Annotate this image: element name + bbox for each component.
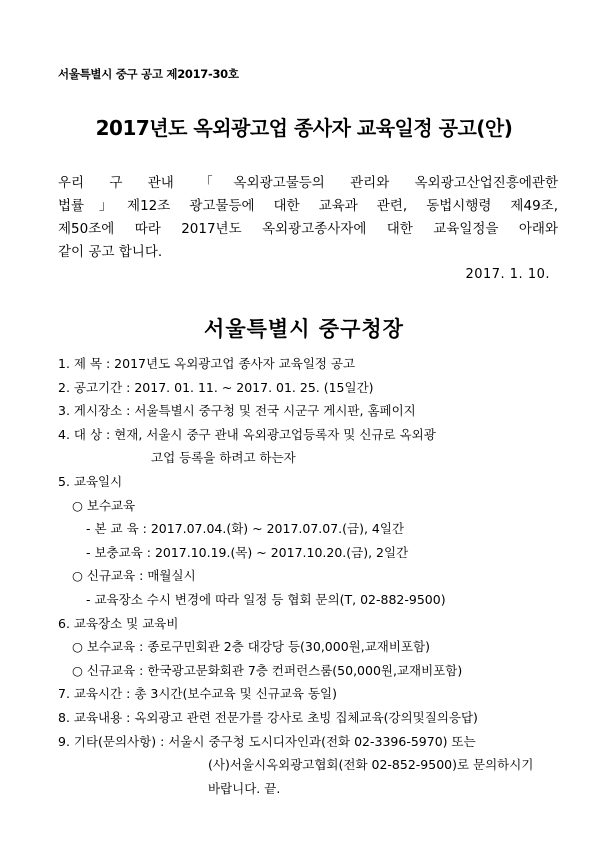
announcement-date: 2017. 1. 10.	[465, 267, 550, 282]
item-line: 2. 공고기간 : 2017. 01. 11. ~ 2017. 01. 25. (15일간)	[58, 379, 374, 395]
item-line: - 보충교육 : 2017.10.19.(목) ~ 2017.10.20.(금), 2일간	[86, 544, 409, 560]
intro-line: 같이 공고 합니다.	[58, 244, 163, 260]
intro-line: 제50조에 따라 2017년도 옥외광고종사자에 대한 교육일정을 아래와	[58, 221, 558, 237]
intro-paragraph	[58, 172, 558, 264]
document-title: 2017년도 옥외광고업 종사자 교육일정 공고(안)	[95, 116, 513, 140]
intro-line: 법률」제12조 광고물등에 대한 교육과 관련, 동법시행령 제49조,	[58, 198, 558, 214]
item-line: 바랍니다. 끝.	[208, 780, 281, 796]
item-line: 고업 등록을 하려고 하는자	[151, 450, 296, 466]
item-line: ○ 신규교육 : 매월실시	[72, 568, 196, 584]
item-line: 7. 교육시간 : 총 3시간(보수교육 및 신규교육 동일)	[58, 686, 338, 702]
intro-line: 우리 구 관내 「옥외광고물등의 관리와 옥외광고산업진흥에관한	[58, 175, 558, 191]
item-line: ○ 보수교육 : 종로구민회관 2층 대강당 등(30,000원,교재비포함)	[72, 639, 430, 655]
item-line: 4. 대 상 : 현재, 서울시 중구 관내 옥외광고업등록자 및 신규로 옥외광	[58, 426, 436, 442]
item-line: 5. 교육일시	[58, 473, 123, 489]
item-line: - 본 교 육 : 2017.07.04.(화) ~ 2017.07.07.(금), 4일간	[86, 521, 405, 537]
issuer-name: 서울특별시 중구청장	[204, 317, 404, 341]
item-line: - 교육장소 수시 변경에 따라 일정 등 협회 문의(T, 02-882-9500)	[86, 591, 446, 607]
item-line: 9. 기타(문의사항) : 서울시 중구청 도시디자인과(전화 02-3396-5970) 또는	[58, 733, 476, 749]
item-line: ○ 보수교육	[72, 497, 136, 513]
item-line: 3. 게시장소 : 서울특별시 중구청 및 전국 시군구 게시판, 홈페이지	[58, 403, 416, 419]
item-line: (사)서울시옥외광고협회(전화 02-852-9500)로 문의하시기	[208, 757, 534, 773]
document-number: 서울특별시 중구 공고 제2017-30호	[58, 67, 239, 81]
item-line: 6. 교육장소 및 교육비	[58, 615, 179, 631]
announcement-items	[58, 352, 568, 800]
item-line: ○ 신규교육 : 한국광고문화회관 7층 컨퍼런스룸(50,000원,교재비포함)	[72, 662, 463, 678]
item-line: 8. 교육내용 : 옥외광고 관련 전문가를 강사로 초빙 집체교육(강의및질의응답)	[58, 709, 478, 725]
item-line: 1. 제 목 : 2017년도 옥외광고업 종사자 교육일정 공고	[58, 356, 356, 371]
